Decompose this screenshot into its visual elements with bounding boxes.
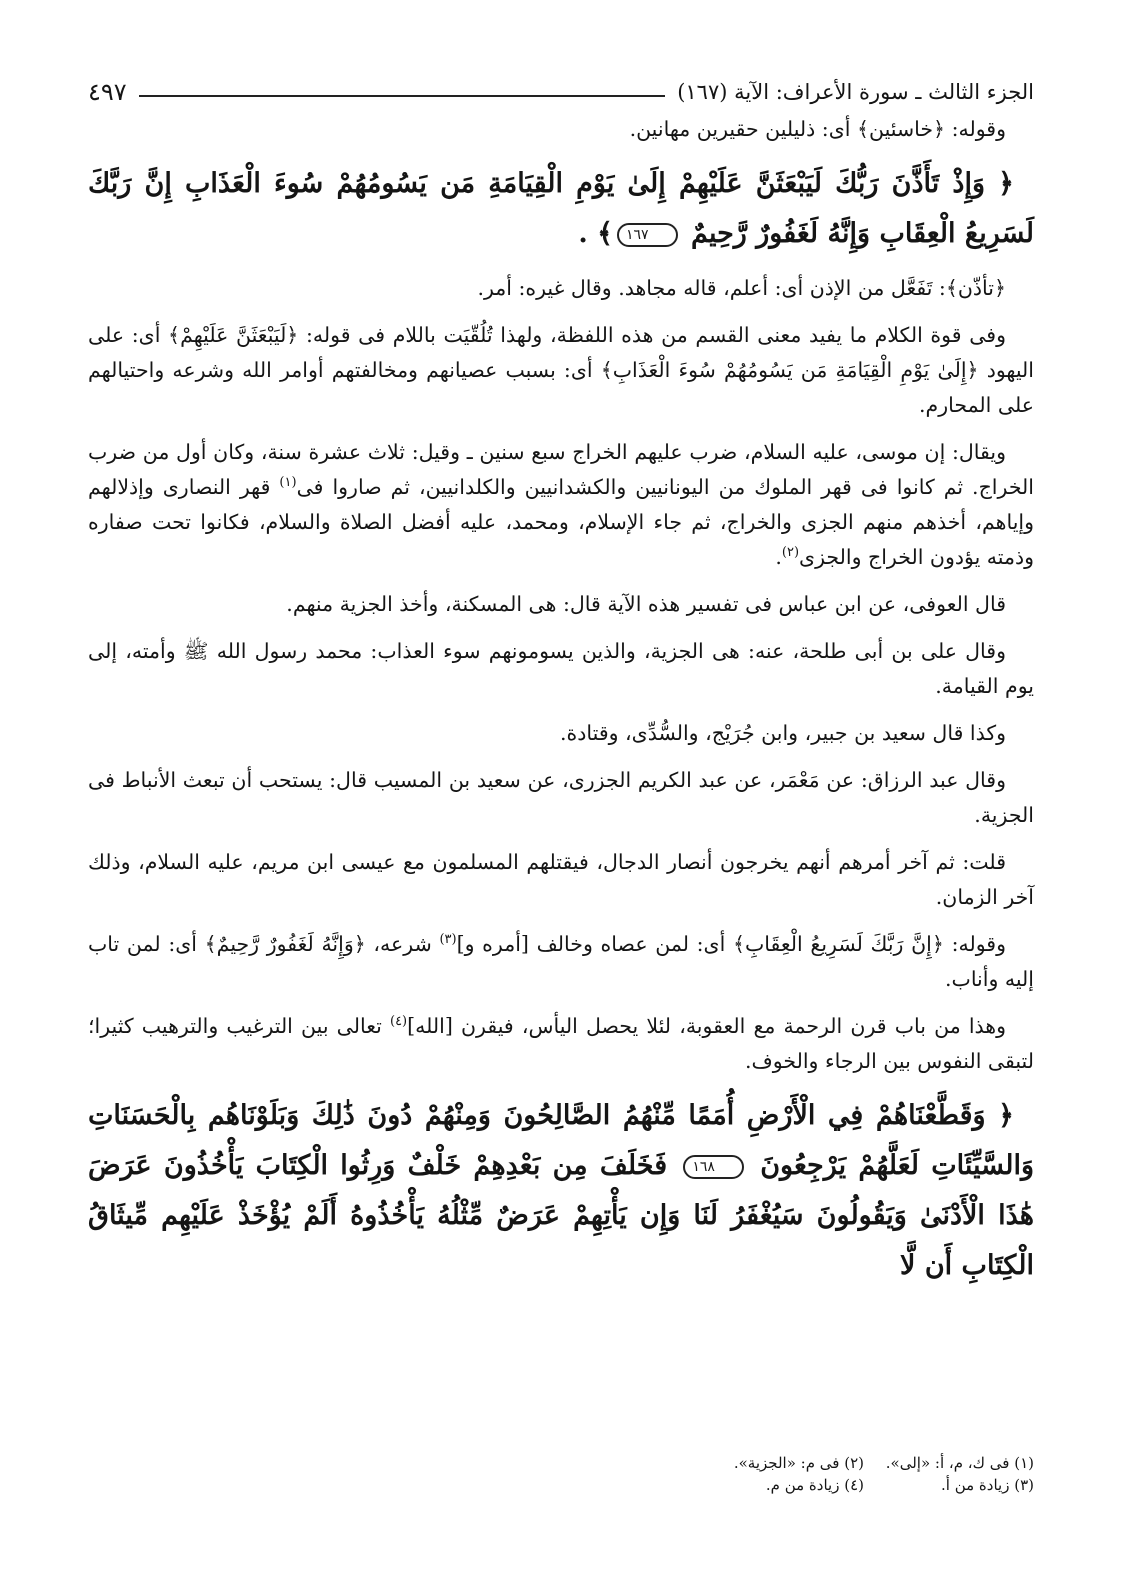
paragraph-taadhdhana: ﴿تأذّن﴾: تَفَعَّل من الإذن أى: أعلم، قاله مجاهد. وقال غيره: أمر. [477, 276, 1006, 300]
paragraph-awfi: قال العوفى، عن ابن عباس فى تفسير هذه الآية قال: هى المسكنة، وأخذ الجزية منهم. [286, 592, 1006, 616]
footnote-2: (٢) فى م: «الجزية». [733, 1454, 864, 1472]
footnote-ref-2: (٢) [781, 545, 800, 561]
paragraph-rahma-uquba: وهذا من باب قرن الرحمة مع العقوبة، لئلا يحصل اليأس، فيقرن [الله]$^{(٤)}$ تعالى بين الترغيب والترهيب كثيرا؛ لتبقى النفوس بين الرجاء والخوف. [88, 1014, 1034, 1073]
page-number: ٤٩٧ [88, 78, 127, 106]
paragraph-said-jubayr: وكذا قال سعيد بن جبير، وابن جُرَيْج، والسُّدِّى، وقتادة. [560, 721, 1006, 745]
paragraph-oath-meaning: وفى قوة الكلام ما يفيد معنى القسم من هذه اللفظة، ولهذا تُلُقّيَت باللام فى قوله: ﴿لَيَبْعَثَنَّ عَلَيْهِمْ﴾ أى: على اليهود ﴿إِلَىٰ يَوْمِ الْقِيَامَةِ مَن يَسُومُهُمْ سُوءَ الْعَذَابِ﴾ أى: بسبب عصيانهم ومخالفتهم أوامر الله وشرعه واحتيالهم على المحارم. [88, 323, 1034, 417]
verse-number-badge: ١٦٨ [683, 1155, 744, 1179]
header-rule [139, 95, 666, 97]
footnote-1: (١) فى ك، م، أ: «إلى». [885, 1454, 1034, 1472]
verse-167: ﴿ وَإِذْ تَأَذَّنَ رَبُّكَ لَيَبْعَثَنَّ عَلَيْهِمْ إِلَىٰ يَوْمِ الْقِيَامَةِ مَن يَسُومُهُمْ سُوءَ الْعَذَابِ إِنَّ رَبَّكَ لَسَرِيعُ الْعِقَابِ وَإِنَّهُ لَغَفُورٌ رَّحِيمٌ ١٦٧﴾ . [88, 168, 1034, 249]
running-title: الجزء الثالث ـ سورة الأعراف: الآية (١٦٧) [677, 80, 1034, 104]
footnote-3: (٣) زيادة من أ. [941, 1476, 1034, 1494]
footnote-row [88, 1474, 1034, 1496]
footnote-ref-3: (٣) [439, 932, 457, 948]
footnotes [88, 1452, 1034, 1496]
paragraph-abd-razzaq: وقال عبد الرزاق: عن مَعْمَر، عن عبد الكريم الجزرى، عن سعيد بن المسيب قال: يستحب أن تبعث الأنباط فى الجزية. [88, 768, 1034, 827]
footnote-ref-4: (٤) [389, 1014, 408, 1030]
paragraph-kharaj: ويقال: إن موسى، عليه السلام، ضرب عليهم الخراج سبع سنين ـ وقيل: ثلاث عشرة سنة، وكان أول من ضرب الخراج. ثم كانوا فى قهر الملوك من اليونانيين والكشدانيين والكلدانيين، ثم صاروا فى$^{(١)}$ قهر النصارى وإذلالهم وإياهم، أخذهم منهم الجزى والخراج، ثم جاء الإسلام، ومحمد، عليه أفضل الصلاة والسلام، فكانوا تحت صفاره وذمته يؤدون الخراج والجزى$^{(٢)}$. [88, 440, 1034, 569]
document-page [88, 72, 1034, 1303]
page-header [88, 72, 1034, 112]
verse-number-badge: ١٦٧ [617, 223, 678, 247]
footnote-ref-1: (١) [279, 475, 297, 491]
footnote-row [88, 1452, 1034, 1474]
paragraph-saree-iqab: وقوله: ﴿إِنَّ رَبَّكَ لَسَرِيعُ الْعِقَابِ﴾ أى: لمن عصاه وخالف [أمره و]$^{(٣)}$ شرعه، ﴿وَإِنَّهُ لَغَفُورٌ رَّحِيمٌ﴾ أى: لمن تاب إليه وأناب. [88, 932, 1034, 991]
paragraph-qultu: قلت: ثم آخر أمرهم أنهم يخرجون أنصار الدجال، فيقتلهم المسلمون مع عيسى ابن مريم، عليه السلام، وذلك آخر الزمان. [88, 850, 1034, 909]
verse-168-169: ﴿ وَقَطَّعْنَاهُمْ فِي الْأَرْضِ أُمَمًا مِّنْهُمُ الصَّالِحُونَ وَمِنْهُمْ دُونَ ذَٰلِكَ وَبَلَوْنَاهُم بِالْحَسَنَاتِ وَالسَّيِّئَاتِ لَعَلَّهُمْ يَرْجِعُونَ ١٦٨ فَخَلَفَ مِن بَعْدِهِمْ خَلْفٌ وَرِثُوا الْكِتَابَ يَأْخُذُونَ عَرَضَ هَٰذَا الْأَدْنَىٰ وَيَقُولُونَ سَيُغْفَرُ لَنَا وَإِن يَأْتِهِمْ عَرَضٌ مِّثْلُهُ يَأْخُذُوهُ أَلَمْ يُؤْخَذْ عَلَيْهِم مِّيثَاقُ الْكِتَابِ أَن لَّا [88, 1100, 1035, 1281]
paragraph-khasiin: وقوله: ﴿خاسئين﴾ أى: ذليلين حقيرين مهانين. [629, 117, 1006, 141]
footnote-4: (٤) زيادة من م. [765, 1476, 864, 1494]
paragraph-ali-talha: وقال على بن أبى طلحة، عنه: هى الجزية، والذين يسومونهم سوء العذاب: محمد رسول الله ﷺ وأمته، إلى يوم القيامة. [88, 639, 1034, 698]
